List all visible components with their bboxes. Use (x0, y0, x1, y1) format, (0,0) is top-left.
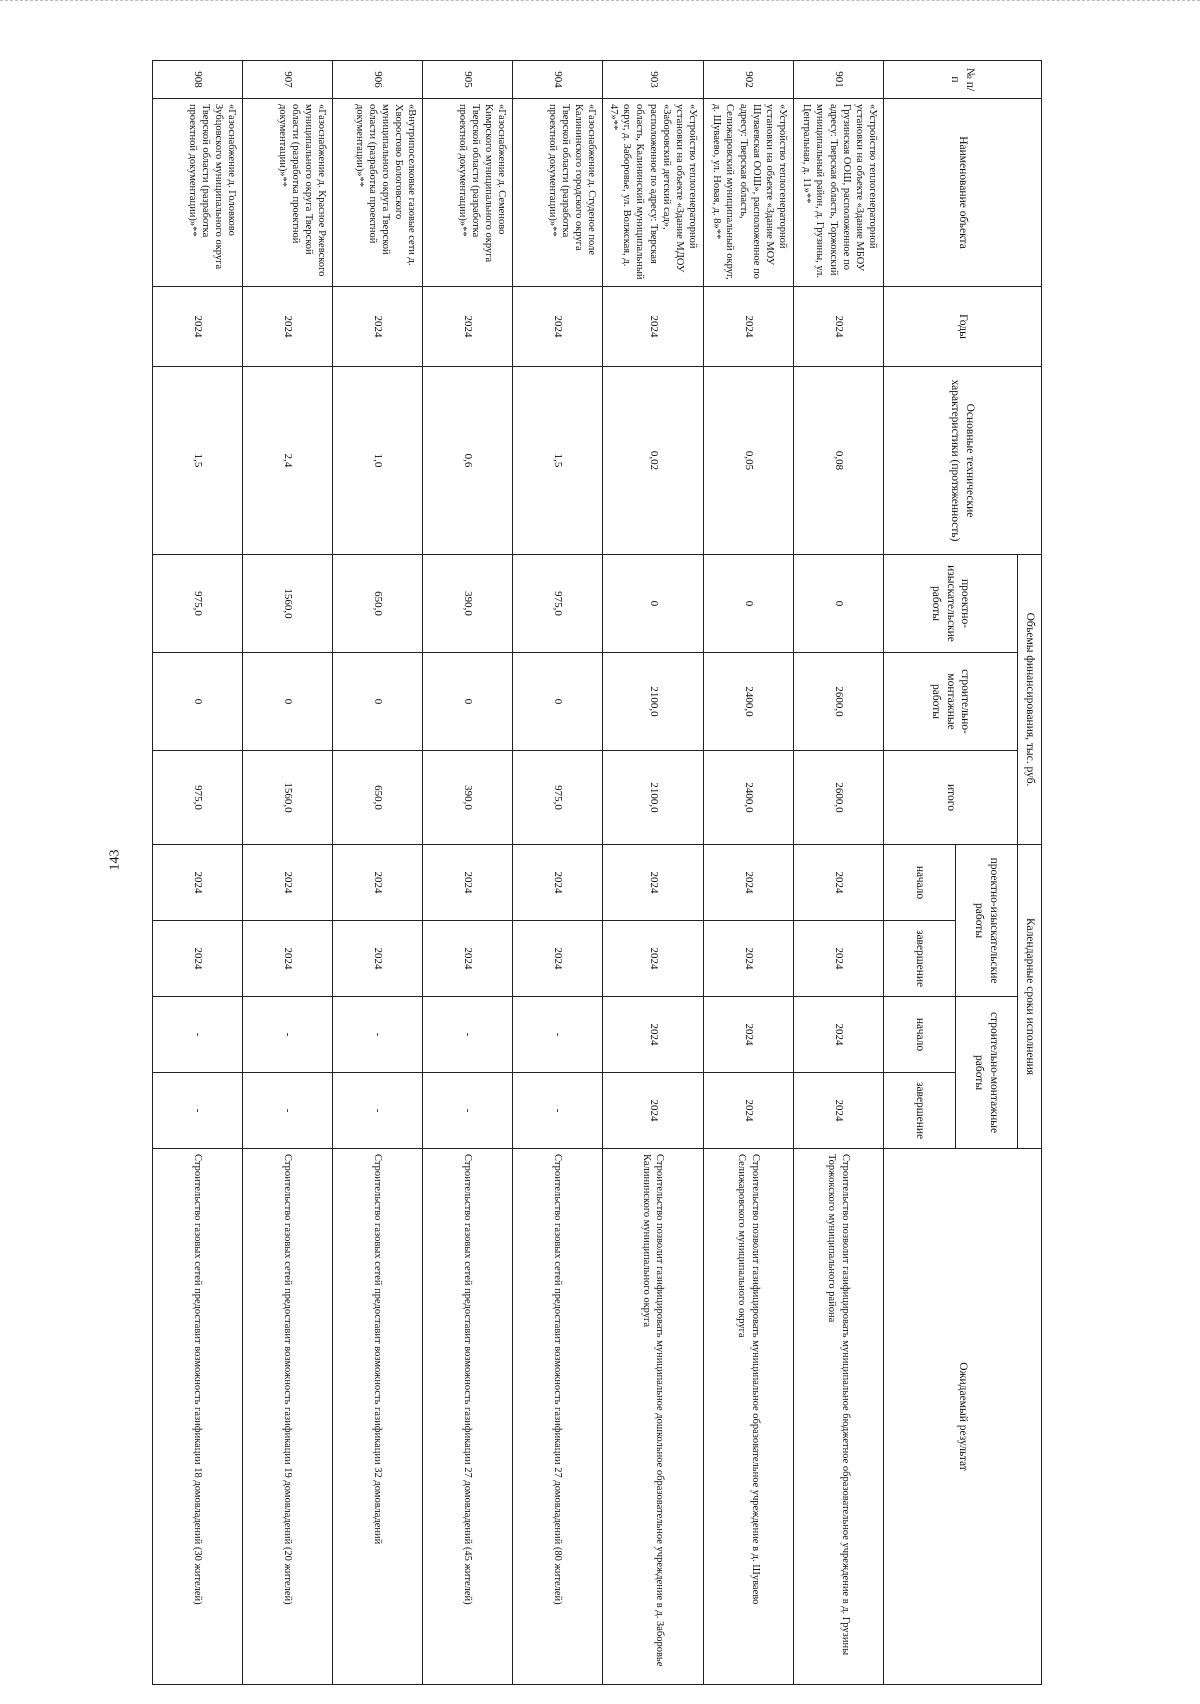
technical-spec: 0,02 (603, 367, 704, 555)
fin-design-value: 390,0 (423, 555, 513, 653)
technical-spec: 1,5 (153, 367, 243, 555)
design-end: 2024 (704, 921, 794, 997)
construction-start: 2024 (704, 997, 794, 1073)
fin-construction-value: 0 (333, 653, 423, 751)
construction-start: 2024 (794, 997, 884, 1073)
design-start: 2024 (243, 845, 333, 921)
row-year: 2024 (333, 287, 423, 367)
fin-total-value: 650,0 (333, 751, 423, 845)
table-body (153, 61, 884, 1685)
table-row (333, 61, 423, 1685)
row-number: 907 (243, 61, 333, 99)
page-top-edge (0, 0, 1200, 2)
object-name: «Газоснабжение д. Головково Зубцовского муниципального округа Тверской области (разработка проектной документации)»** (153, 99, 243, 287)
fin-construction-value: 2400,0 (704, 653, 794, 751)
construction-end: 2024 (704, 1073, 794, 1149)
header-constr-end: завершение (884, 1073, 956, 1149)
header-design-start: начало (884, 845, 956, 921)
table-row (603, 61, 704, 1685)
design-start: 2024 (704, 845, 794, 921)
fin-total-value: 1560,0 (243, 751, 333, 845)
construction-end: - (333, 1073, 423, 1149)
design-end: 2024 (423, 921, 513, 997)
object-name: «Внутрипоселковые газовые сети д. Хворостово Бологовского муниципального округа Тверской области (разработка проектной документации)»** (333, 99, 423, 287)
fin-total-value: 2400,0 (704, 751, 794, 845)
fin-total-value: 2100,0 (603, 751, 704, 845)
technical-spec: 1,0 (333, 367, 423, 555)
header-design-end: завершение (884, 921, 956, 997)
row-number: 908 (153, 61, 243, 99)
row-number: 905 (423, 61, 513, 99)
technical-spec: 1,5 (513, 367, 603, 555)
row-year: 2024 (243, 287, 333, 367)
row-year: 2024 (794, 287, 884, 367)
table-row (243, 61, 333, 1685)
technical-spec: 0,6 (423, 367, 513, 555)
design-end: 2024 (153, 921, 243, 997)
fin-design-value: 975,0 (153, 555, 243, 653)
table-row (423, 61, 513, 1685)
header-fin-design: проектно-изыскательские работы (884, 555, 1018, 653)
construction-start: - (333, 997, 423, 1073)
rotated-table-container (156, 60, 1042, 1684)
construction-start: - (423, 997, 513, 1073)
investment-objects-table (152, 60, 1042, 1685)
fin-construction-value: 0 (513, 653, 603, 751)
technical-spec: 0,05 (704, 367, 794, 555)
header-tech: Основные технические характеристики (протяженность) (884, 367, 1042, 555)
fin-construction-value: 2100,0 (603, 653, 704, 751)
object-name: «Устройство теплогенераторной установки на объекте «Здание МДОУ «Заборовский детский сад», расположенное по адресу: Тверская область, Калининский муниципальный округ, д. Заборовье, ул. Волжская, д. 47»** (603, 99, 704, 287)
object-name: «Газоснабжение д. Красное Ржевского муниципального округа Тверской области (разработка проектной документации)»** (243, 99, 333, 287)
object-name: «Газоснабжение д. Семеново Кимрского муниципального округа Тверской области (разработка проектной документации)»** (423, 99, 513, 287)
header-schedule: Календарные сроки исполнения (1018, 845, 1042, 1149)
technical-spec: 2,4 (243, 367, 333, 555)
design-start: 2024 (794, 845, 884, 921)
fin-total-value: 975,0 (513, 751, 603, 845)
design-end: 2024 (243, 921, 333, 997)
fin-design-value: 975,0 (513, 555, 603, 653)
page-number: 143 (107, 849, 123, 871)
expected-result: Строительство позволит газифицировать муниципальное дошкольное образовательное учреждение в д. Заборовье Калининского муниципального округа (603, 1149, 704, 1685)
fin-design-value: 1560,0 (243, 555, 333, 653)
header-design-schedule: проектно-изыскательские работы (956, 845, 1018, 997)
object-name: «Устройство теплогенераторной установки на объекте «Здание МБОУ Грузинская ООШ, расположенное по адресу: Тверская область, Торжокский муниципальный район, д. Грузины, ул. Центральная, д. 11»** (794, 99, 884, 287)
table-row (704, 61, 794, 1685)
construction-start: 2024 (603, 997, 704, 1073)
fin-construction-value: 0 (243, 653, 333, 751)
construction-end: - (423, 1073, 513, 1149)
fin-design-value: 0 (603, 555, 704, 653)
row-year: 2024 (513, 287, 603, 367)
fin-design-value: 0 (704, 555, 794, 653)
design-start: 2024 (513, 845, 603, 921)
construction-end: - (153, 1073, 243, 1149)
header-constr-start: начало (884, 997, 956, 1073)
design-start: 2024 (603, 845, 704, 921)
design-start: 2024 (333, 845, 423, 921)
row-number: 901 (794, 61, 884, 99)
table-row (513, 61, 603, 1685)
header-construction-schedule: строительно-монтажные работы (956, 997, 1018, 1149)
header-name: Наименование объекта (884, 99, 1042, 287)
expected-result: Строительство газовых сетей предоставит возможность газификации 27 домовладений (45 жителей) (423, 1149, 513, 1685)
header-fin-construction: строительно-монтажные работы (884, 653, 1018, 751)
table-row (153, 61, 243, 1685)
expected-result: Строительство позволит газифицировать муниципальное бюджетное образовательное учреждение в д. Грузины Торжокского муниципального района (794, 1149, 884, 1685)
object-name: «Газоснабжение д. Студеное поле Калининского городского округа Тверской области (разработка проектной документации)»** (513, 99, 603, 287)
row-year: 2024 (153, 287, 243, 367)
row-number: 904 (513, 61, 603, 99)
expected-result: Строительство газовых сетей предоставит возможность газификации 19 домовладений (20 жителей) (243, 1149, 333, 1685)
design-end: 2024 (603, 921, 704, 997)
header-finance: Объемы финансирования, тыс. руб. (1018, 555, 1042, 845)
fin-total-value: 2600,0 (794, 751, 884, 845)
expected-result: Строительство газовых сетей предоставит возможность газификации 18 домовладений (30 жителей) (153, 1149, 243, 1685)
technical-spec: 0,08 (794, 367, 884, 555)
expected-result: Строительство позволит газифицировать муниципальное образовательное учреждение в д. Шуваево Селижаровского муниципального округа (704, 1149, 794, 1685)
fin-construction-value: 0 (423, 653, 513, 751)
fin-construction-value: 0 (153, 653, 243, 751)
object-name: «Устройство теплогенераторной установки на объекте «Здание МОУ Шуваевская ООШ», расположенное по адресу: Тверская область, Селижаровский муниципальный округ, д. Шуваево, ул. Новая, д. 8»** (704, 99, 794, 287)
fin-total-value: 975,0 (153, 751, 243, 845)
row-number: 906 (333, 61, 423, 99)
construction-end: 2024 (794, 1073, 884, 1149)
expected-result: Строительство газовых сетей предоставит возможность газификации 32 домовладений (333, 1149, 423, 1685)
row-year: 2024 (704, 287, 794, 367)
construction-start: - (513, 997, 603, 1073)
design-end: 2024 (794, 921, 884, 997)
expected-result: Строительство газовых сетей предоставит возможность газификации 27 домовладений (80 жителей) (513, 1149, 603, 1685)
design-end: 2024 (513, 921, 603, 997)
construction-end: - (513, 1073, 603, 1149)
header-fin-total: итого (884, 751, 1018, 845)
fin-total-value: 390,0 (423, 751, 513, 845)
construction-end: 2024 (603, 1073, 704, 1149)
fin-design-value: 650,0 (333, 555, 423, 653)
row-number: 903 (603, 61, 704, 99)
fin-design-value: 0 (794, 555, 884, 653)
row-year: 2024 (423, 287, 513, 367)
fin-construction-value: 2600,0 (794, 653, 884, 751)
construction-start: - (243, 997, 333, 1073)
design-start: 2024 (153, 845, 243, 921)
row-year: 2024 (603, 287, 704, 367)
construction-end: - (243, 1073, 333, 1149)
header-years: Годы (884, 287, 1042, 367)
row-number: 902 (704, 61, 794, 99)
design-end: 2024 (333, 921, 423, 997)
header-result: Ожидаемый результат (884, 1149, 1042, 1685)
design-start: 2024 (423, 845, 513, 921)
table-row (794, 61, 884, 1685)
construction-start: - (153, 997, 243, 1073)
header-num: № п/п (884, 61, 1042, 99)
